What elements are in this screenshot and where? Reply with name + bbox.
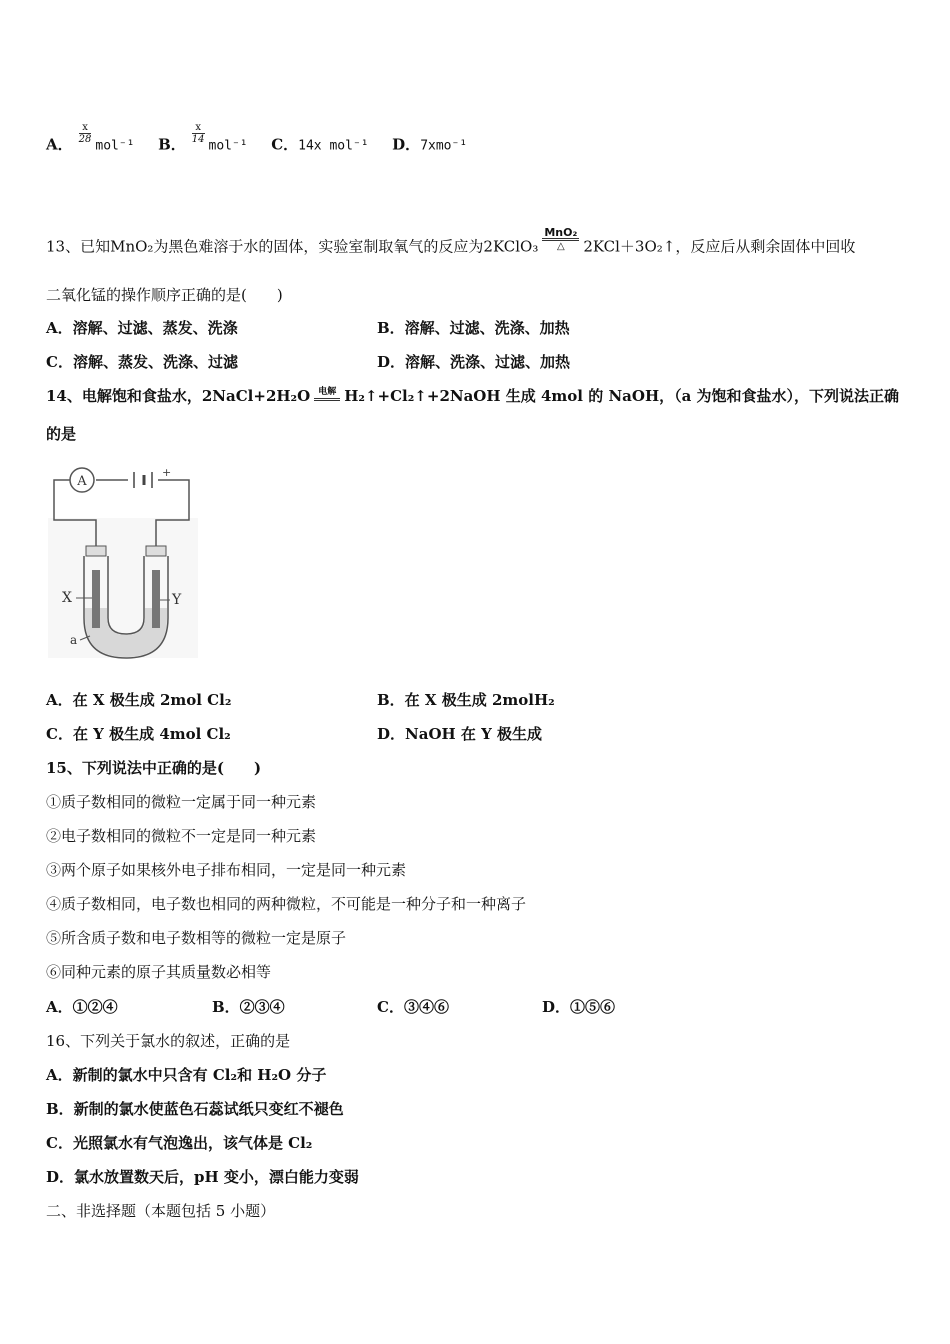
electrode-y — [152, 570, 160, 628]
right-stopper — [146, 546, 166, 556]
q15-statement-3: ③两个原子如果核外电子排布相同，一定是同一种元素 — [46, 861, 407, 879]
q15-option-c: C．③④⑥ — [377, 998, 449, 1016]
q13-option-a: A．溶解、过滤、蒸发、洗涤 — [46, 319, 238, 337]
q12-option-b-numerator: x — [192, 122, 205, 134]
q13-catalyst: MnO₂ — [544, 226, 578, 239]
q12-options — [46, 122, 468, 157]
q16-option-d: D．氯水放置数天后，pH 变小，漂白能力变弱 — [46, 1168, 359, 1186]
q16-option-a: A．新制的氯水中只含有 Cl₂和 H₂O 分子 — [46, 1066, 327, 1084]
q15-stem: 15、下列说法中正确的是( ) — [46, 759, 262, 777]
q13-stem-line2: 二氧化锰的操作顺序正确的是( ) — [46, 286, 283, 304]
q12-option-a-numerator: x — [79, 122, 92, 134]
q12-option-a-unit: mol⁻¹ — [95, 138, 135, 154]
left-stopper — [86, 546, 106, 556]
q15-statement-6: ⑥同种元素的原子其质量数必相等 — [46, 963, 272, 981]
solution-label: a — [70, 633, 78, 647]
q16-stem: 16、下列关于氯水的叙述，正确的是 — [46, 1032, 291, 1050]
q12-option-c-text: 14x mol⁻¹ — [298, 138, 369, 154]
q13-option-c: C．溶解、蒸发、洗涤、过滤 — [46, 353, 238, 371]
q12-option-b-denominator: 14 — [191, 134, 205, 145]
q16-option-b: B．新制的氯水使蓝色石蕊试纸只变红不褪色 — [46, 1100, 344, 1118]
q15-statement-4: ④质子数相同，电子数也相同的两种微粒，不可能是一种分子和一种离子 — [46, 895, 527, 913]
q14-stem-line2: 的是 — [46, 425, 77, 443]
q15-statement-1: ①质子数相同的微粒一定属于同一种元素 — [46, 793, 317, 811]
q15-statement-5: ⑤所含质子数和电子数相等的微粒一定是原子 — [46, 929, 347, 947]
q13-stem-part2: 2KCl＋3O₂↑，反应后从剩余固体中回收 — [583, 237, 856, 256]
q14-stem — [46, 386, 899, 406]
electrode-y-label: Y — [172, 592, 182, 608]
q12-option-a-denominator: 28 — [78, 134, 92, 145]
q14-stem-part1: 14、电解饱和食盐水，2NaCl+2H₂O — [46, 387, 311, 405]
section-2-title: 二、非选择题（本题包括 5 小题） — [46, 1202, 276, 1220]
q14-option-b: B．在 X 极生成 2molH₂ — [377, 691, 555, 709]
q14-stem-part2: H₂↑+Cl₂↑+2NaOH 生成 4mol 的 NaOH，（a 为饱和食盐水），下列说法正确 — [344, 387, 900, 405]
q12-option-d-text: 7xmo⁻¹ — [420, 138, 468, 154]
q12-option-d-label: D． — [392, 135, 421, 154]
q15-option-b: B．②③④ — [212, 998, 285, 1016]
q12-option-b-unit: mol⁻¹ — [208, 138, 248, 154]
q15-statement-2: ②电子数相同的微粒不一定是同一种元素 — [46, 827, 317, 845]
q14-option-c: C．在 Y 极生成 4mol Cl₂ — [46, 725, 231, 743]
q12-option-a-fraction — [79, 122, 92, 145]
q13-reaction-condition — [542, 227, 579, 252]
q15-option-d: D．①⑤⑥ — [542, 998, 616, 1016]
battery-plus-sign: + — [162, 466, 172, 479]
electrode-x-label: X — [62, 590, 72, 606]
q13-stem — [46, 226, 856, 260]
electrode-x — [92, 570, 100, 628]
q12-option-a-label: A． — [46, 135, 73, 154]
q15-option-a: A．①②④ — [46, 998, 118, 1016]
q16-option-c: C．光照氯水有气泡逸出，该气体是 Cl₂ — [46, 1134, 313, 1152]
q14-reaction-condition — [314, 388, 340, 401]
electrolysis-apparatus-figure — [44, 458, 204, 668]
ammeter-label: A — [77, 474, 87, 489]
q12-option-b-fraction — [192, 122, 205, 145]
q13-option-d: D．溶解、洗涤、过滤、加热 — [377, 353, 571, 371]
q14-option-a: A．在 X 极生成 2mol Cl₂ — [46, 691, 232, 709]
q12-option-c-label: C． — [271, 135, 299, 154]
q13-heat-symbol: △ — [556, 241, 565, 252]
q13-stem-part1: 13、已知MnO₂为黑色难溶于水的固体，实验室制取氧气的反应为2KClO₃ — [46, 237, 539, 256]
q12-option-b-label: B． — [158, 135, 186, 154]
electrolysis-diagram — [44, 458, 204, 668]
q14-option-d: D．NaOH 在 Y 极生成 — [377, 725, 543, 743]
q13-option-b: B．溶解、过滤、洗涤、加热 — [377, 319, 570, 337]
q14-condition-text: 电解 — [314, 388, 340, 401]
